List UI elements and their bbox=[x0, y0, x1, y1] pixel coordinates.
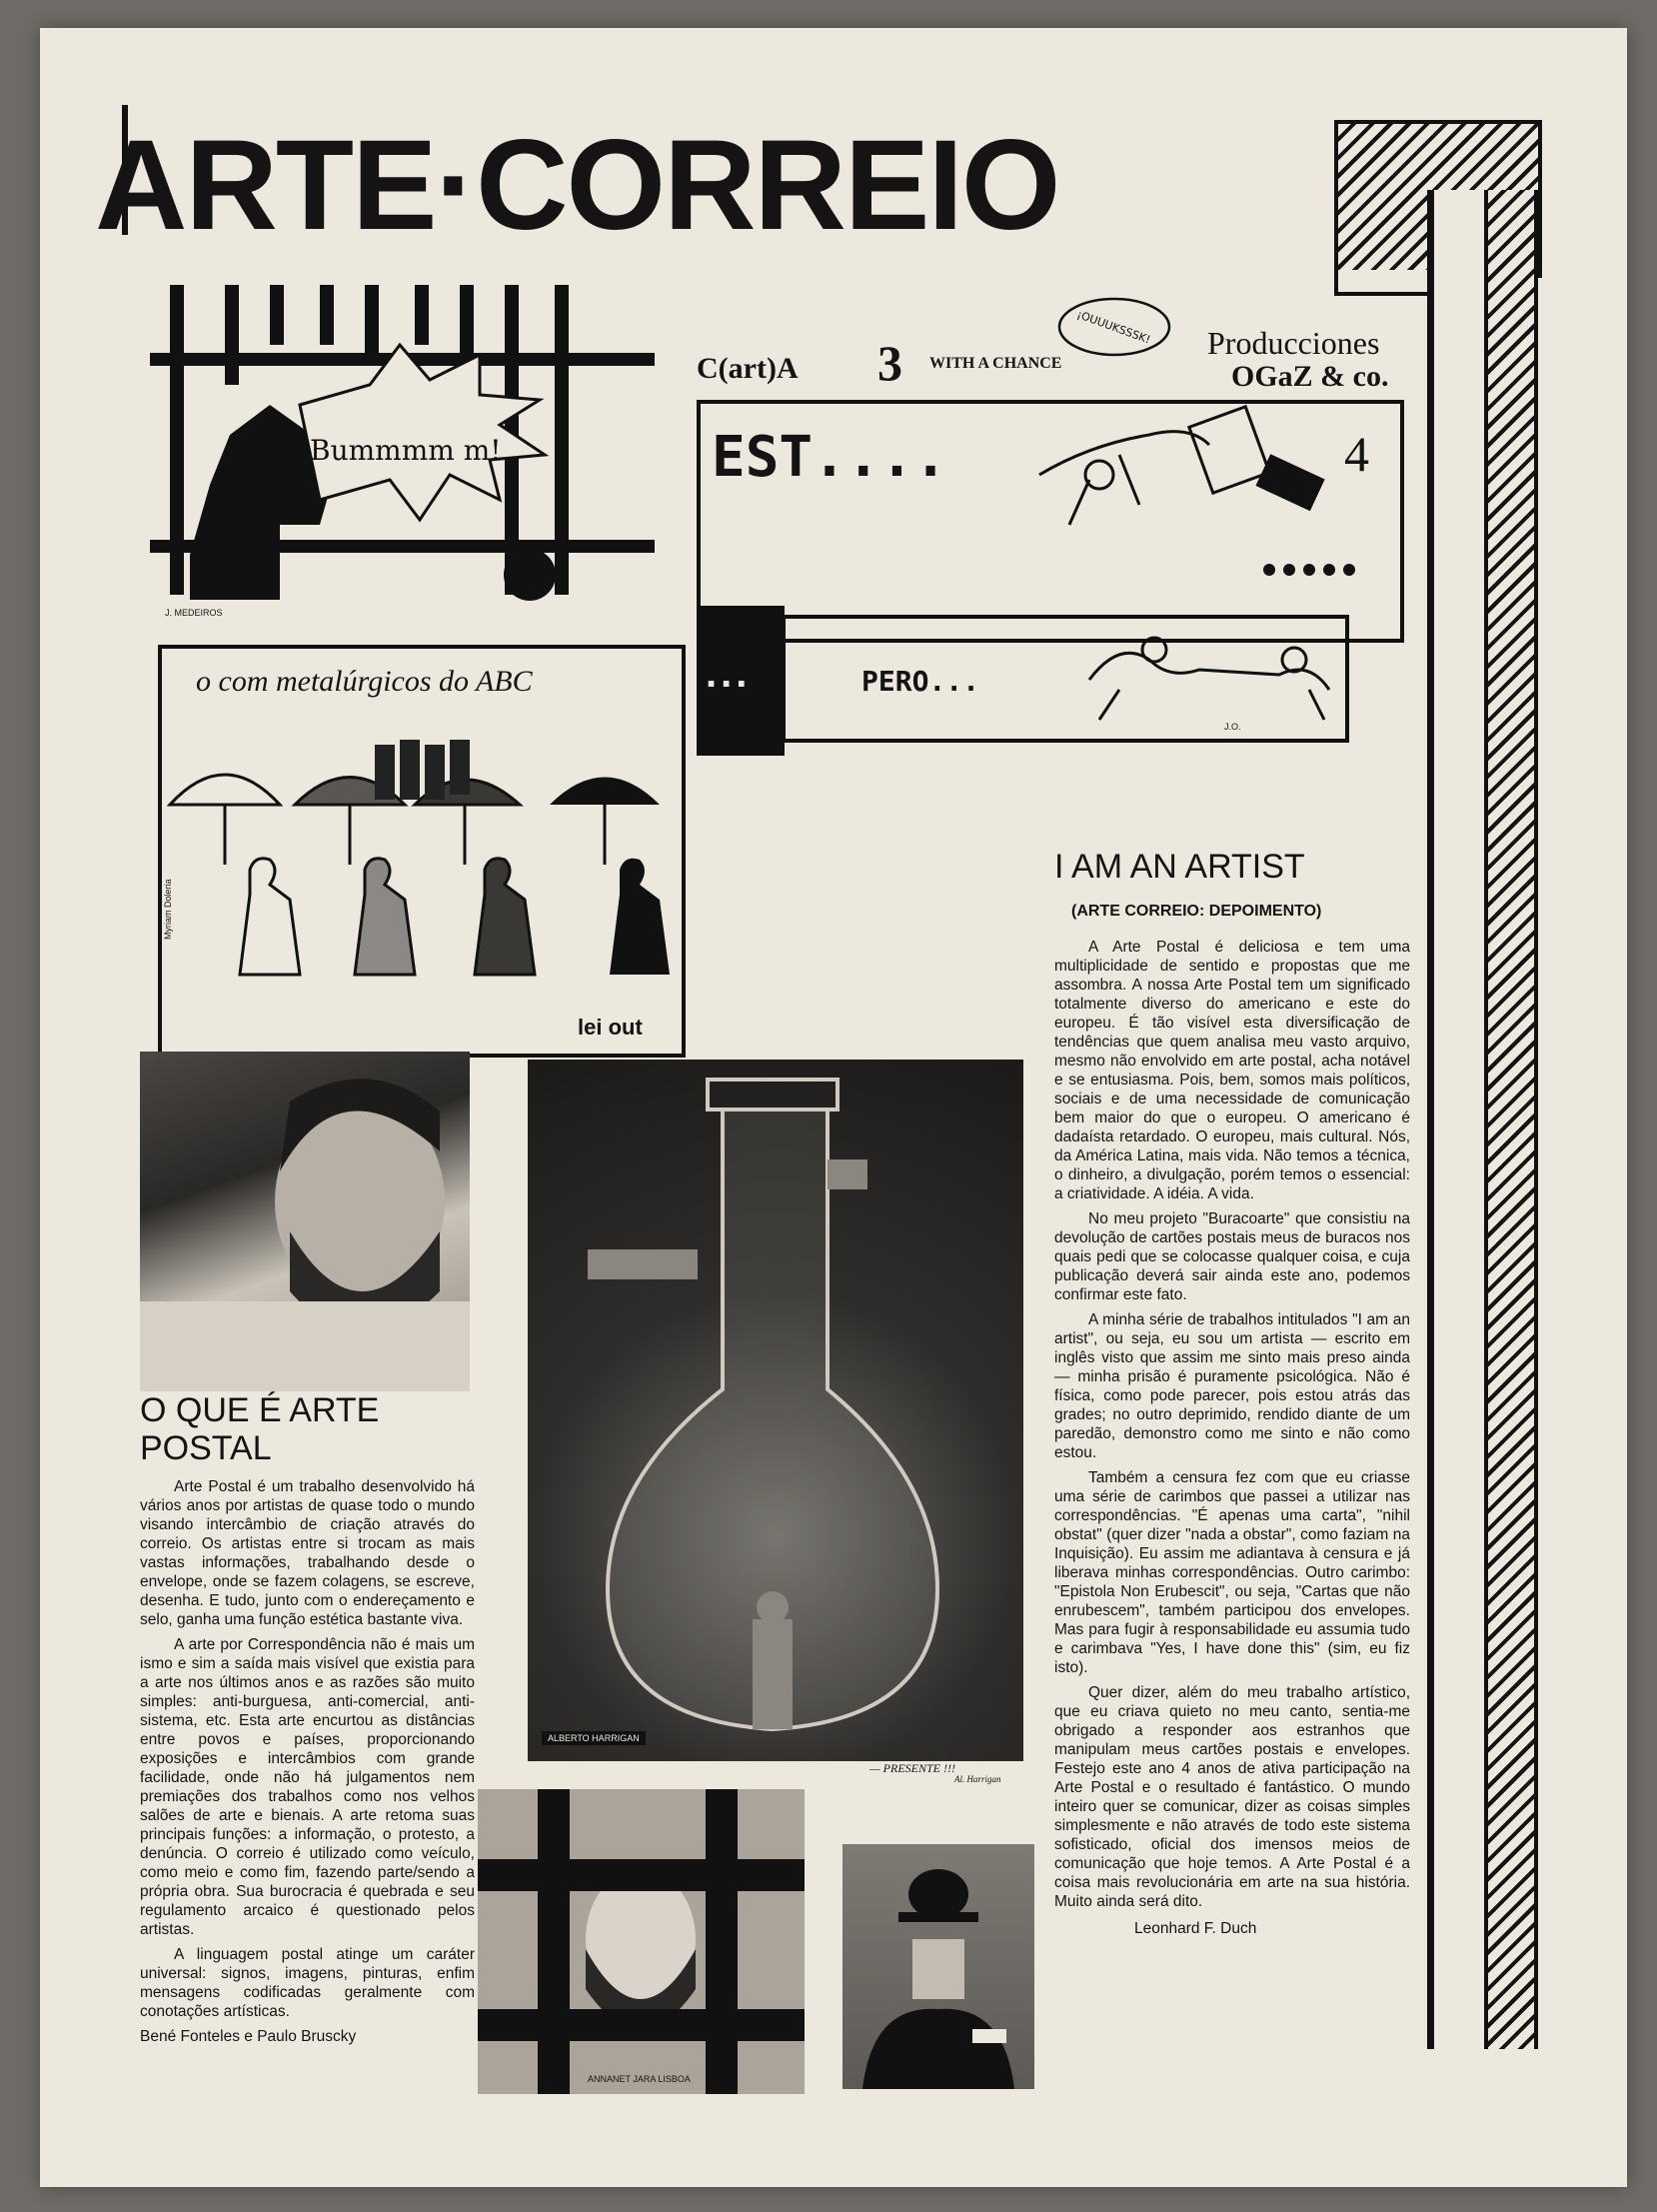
border-inner-rule bbox=[1427, 190, 1433, 2049]
struggling-figures-drawing bbox=[1079, 620, 1339, 730]
bowler-hat-photo bbox=[842, 1844, 1034, 2089]
left-paragraph: A arte por Correspondência não é mais um ismo e sim a saída mais visível que existia para a arte nos últimos anos e as razões são muito simples: anti-burguesa, anti-comercial, anti-sistema, etc. Esta arte encurtou as distâncias entre povos e países, proporcionando exposições e intercâmbios com grande facilidade, onde não há julgamentos nem premiações dos trabalhos como nos velhos salões de arte e bienais. A arte retoma suas principais funções: a informação, o protesto, a denúncia. O correio é utilizado como veículo, como meio e como fim, fazendo parte/sendo a própria obra. Sua burocracia é quebrada e seu regulamento arcaico é questionado pelos artistas. bbox=[140, 1636, 475, 1938]
bearded-man-photo bbox=[140, 1052, 470, 1391]
umbrella-figures-drawing bbox=[165, 725, 675, 985]
barred-man-photo bbox=[478, 1789, 805, 2094]
right-paragraph: A minha série de trabalhos intitulados "I am an artist", ou seja, eu sou um artista — escrito em inglês visto que assim me sinto mais preso ainda — minha prisão é puramente psicológica. Não é física, como pode parecer, pois estou atrás das grades; no outro deprimido, rendido diante de um paredão, demonstro como me sinto e não como estou. bbox=[1054, 1311, 1410, 1461]
presente-signature: Al. Harrigan bbox=[954, 1774, 1001, 1784]
right-byline: Leonhard F. Duch bbox=[1134, 1920, 1257, 1937]
signature-medeiros: J. MEDEIROS bbox=[165, 608, 223, 618]
left-paragraph: Arte Postal é um trabalho desenvolvido há vários anos por artistas de quase todo o mundo visando intercâmbio de criação através do correio. Os artistas entre si trocam as mais vastas informações, trabalhando desde o envelope, onde se fazem colagens, se escreve, desenha. E tudo, junto com o endereçamento e selo, ganha uma função estética bastante viva. bbox=[140, 1478, 475, 1628]
right-article-title: I AM AN ARTIST bbox=[1054, 848, 1305, 886]
bummm-text: Bummmm m! bbox=[310, 434, 502, 467]
metalurgicos-signature: Myriam Doleria bbox=[163, 879, 173, 940]
left-article-title bbox=[140, 1391, 379, 1467]
barred-caption: ANNANET JARA LISBOA bbox=[588, 2074, 691, 2084]
left-paragraph: A linguagem postal atinge um caráter universal: signos, imagens, pinturas, enfim mensagens codificadas geralmente com conotações artísticas. bbox=[140, 1946, 475, 2020]
right-paragraph: Também a censura fez com que eu criasse uma série de carimbos que passei a utilizar nas correspondências. "É apenas uma carta", "nihil obstat" (quer dizer "nada a obstar", como faziam na Inquisição). Eu assim me adiantava à censura e já liberava minhas correspondências. Outro carimbo: "Epistola Non Erubescit", ou seja, "Cartas que não enrubescem", também participou dos envelopes. Mas para fugir à responsabilidade eu assumia tudo e carimbava "Yes, I have done this" (sim, eu fiz isto). bbox=[1054, 1469, 1410, 1676]
border-gap bbox=[1434, 190, 1488, 2049]
lei-out-label: lei out bbox=[578, 1015, 643, 1040]
producciones-line1: Producciones bbox=[1207, 325, 1380, 361]
pero-dots: ... bbox=[706, 652, 752, 696]
right-article-subtitle: (ARTE CORREIO: DEPOIMENTO) bbox=[1071, 903, 1322, 920]
right-paragraph: A Arte Postal é deliciosa e tem uma multiplicidade de sentido e propostas que me assombra. A nossa Arte Postal tem um significado totalmente diverso do americano e este do europeu. É tão visível esta diversificação de tendências que quem analisa meu vasto arquivo, mesmo não envolvido em arte postal, acha notável e se entusiasma. Pois, bem, somos mais políticos, sociais e de uma necessidade de comunicação bem maior do que o europeu. O americano é dadaísta retardado. O europeu, mais cultural. Nós, da América Latina, mais vida. Não temos a técnica, o dinheiro, a divulgação, porém temos o essencial: a criatividade. A idéia. A vida. bbox=[1054, 939, 1410, 1202]
left-title-line1: O QUE É ARTE bbox=[140, 1391, 380, 1429]
pero-label: PERO... bbox=[861, 665, 980, 698]
metalurgicos-caption: o com metalúrgicos do ABC bbox=[196, 665, 533, 698]
right-article-body bbox=[1054, 938, 1410, 1938]
panel-signature: J.O. bbox=[1224, 722, 1241, 732]
flask-collage-photo bbox=[528, 1060, 1023, 1761]
est-label: EST.... bbox=[712, 425, 948, 490]
right-paragraph: Quer dizer, além do meu trabalho artístico, que eu criava quieto no meu canto, sentia-me obrigado a responder aos estranhos que manipulam meus cartões postais e envelopes. Festejo este ano 4 anos de ativa participação na Arte Postal e o resultado é fantástico. O mundo inteiro quer se comunicar, dizer as coisas simples simplesmente e não através de todo este sistema sofisticado, oficial dos imensos meios de comunicação que hoje temos. A Arte Postal é a coisa mais revolucionária em arte na sua história. Muito ainda será dito. bbox=[1054, 1684, 1410, 1910]
left-byline: Bené Fonteles e Paulo Bruscky bbox=[140, 2028, 357, 2045]
left-article-body bbox=[140, 1477, 475, 2046]
with-chance-text: WITH A CHANCE bbox=[929, 355, 1062, 372]
producciones-line2: OGaZ & co. bbox=[1231, 360, 1389, 393]
falling-figures-drawing bbox=[1029, 295, 1389, 595]
panel-number: 4 bbox=[1344, 426, 1369, 482]
presente-text: — PRESENTE !!! bbox=[869, 1761, 955, 1775]
left-title-line2: POSTAL bbox=[140, 1429, 272, 1467]
right-paragraph: No meu projeto "Buracoarte" que consistiu na devolução de cartões postais meus de buracos nos quais pedi que se colocasse qualquer coisa, e cuja publicação deverá sair ainda este ano, podemos confirmar este fato. bbox=[1054, 1210, 1410, 1303]
masthead-title: ARTE·CORREIO bbox=[95, 114, 1059, 257]
carta-label: C(art)A bbox=[697, 352, 799, 385]
corner-notch bbox=[1334, 270, 1430, 296]
carta-number: 3 bbox=[877, 335, 902, 391]
bummm-illustration bbox=[150, 285, 655, 610]
speech-bubble-text: ¡OUUUKSSSK! bbox=[1074, 308, 1152, 347]
flask-caption: ALBERTO HARRIGAN bbox=[542, 1731, 646, 1745]
